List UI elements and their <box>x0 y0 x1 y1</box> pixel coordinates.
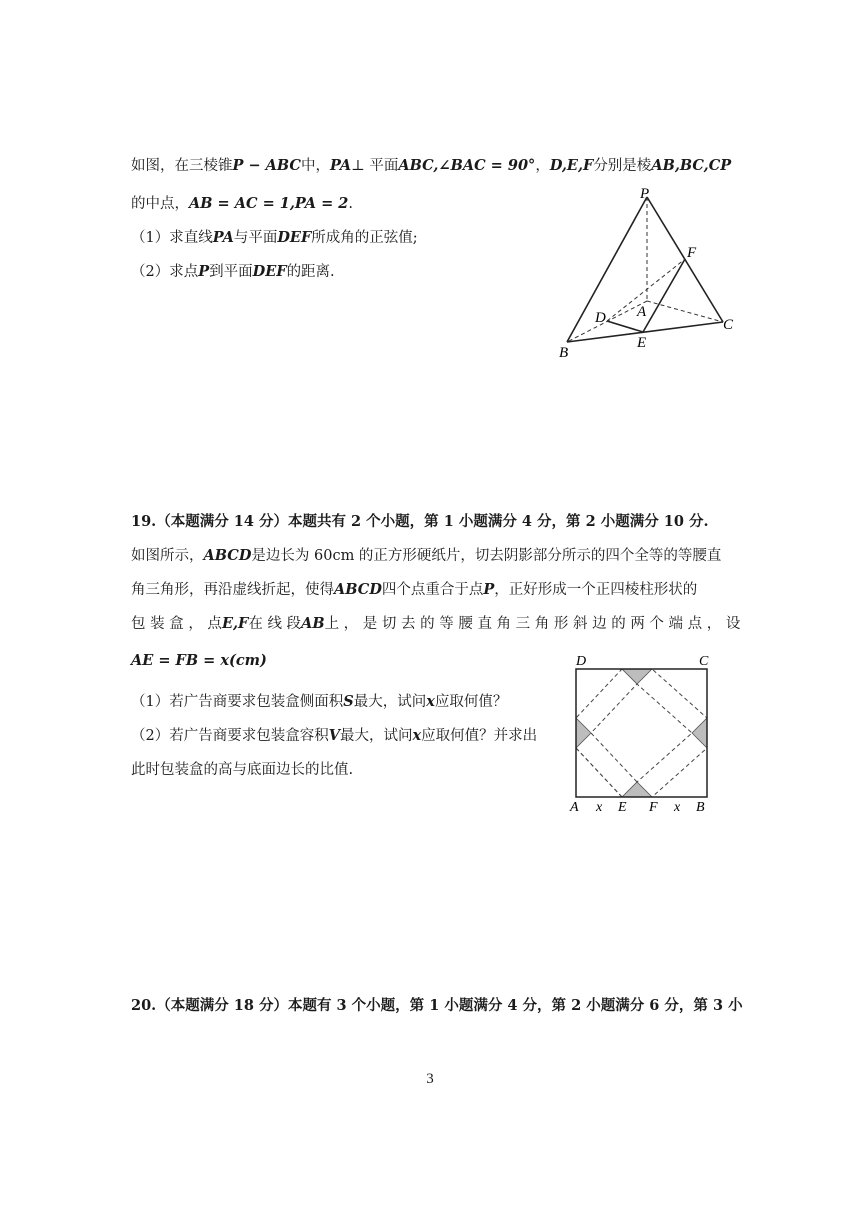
q19-para-line-2 <box>131 580 697 600</box>
label-D: D <box>595 310 606 326</box>
square-paper-figure <box>566 652 716 814</box>
math: DEF <box>277 229 312 246</box>
label-x-left: x <box>596 800 603 814</box>
q18-line-1 <box>131 156 731 176</box>
text: （2）求点 <box>131 264 199 280</box>
text: 分别是棱 <box>593 158 652 174</box>
text: 如图所示， <box>131 548 204 564</box>
math: AB,BC,CP <box>651 157 732 174</box>
label-B: B <box>696 800 705 814</box>
q19-para-line-4 <box>131 651 267 671</box>
text: 到平面 <box>209 264 253 280</box>
text: ， <box>535 158 550 174</box>
math: ABCD <box>334 581 382 598</box>
label-A: A <box>570 800 579 814</box>
text: 的距离. <box>286 264 335 280</box>
q18-line-2 <box>131 194 353 214</box>
inner-square-dashed <box>591 684 692 782</box>
math: PA <box>212 229 234 246</box>
math: S <box>343 693 354 710</box>
label-E: E <box>637 335 647 351</box>
text: 的中点， <box>131 196 189 212</box>
text: 最大，试问 <box>340 728 413 744</box>
q19-para-line-1 <box>131 546 721 566</box>
math: P − ABC <box>232 157 301 174</box>
text: 角三角形，再沿虚线折起，使得 <box>131 582 334 598</box>
text: 所成角的正弦值; <box>311 230 418 246</box>
q19-item-1 <box>131 692 507 712</box>
text: ，正好形成一个正四棱柱形状的 <box>494 582 698 598</box>
text: 最大，试问 <box>353 694 427 710</box>
shaded-triangle-right <box>692 718 707 748</box>
label-F: F <box>687 245 697 261</box>
text: ⊥ 平面 <box>351 158 399 174</box>
shaded-triangle-top <box>622 669 652 684</box>
text: 包 装 盒 ， 点 <box>131 616 222 632</box>
q19-header: 19.（本题满分 14 分）本题共有 2 个小题，第 1 小题满分 4 分，第 2 小题满分 10 分. <box>131 513 709 530</box>
q19-para-line-3 <box>131 614 740 634</box>
math: P <box>198 263 210 280</box>
fold-line <box>576 748 622 797</box>
page-number: 3 <box>426 1071 434 1087</box>
label-P: P <box>640 186 650 202</box>
q20-header: 20.（本题满分 18 分）本题有 3 个小题，第 1 小题满分 4 分，第 2 小题满分 6 分，第 3 小 <box>131 997 743 1014</box>
text: 与平面 <box>233 230 278 246</box>
label-C: C <box>723 317 734 333</box>
text: 上 ， 是 切 去 的 等 腰 直 角 三 角 形 斜 边 的 两 个 端 点 ， 设 <box>324 616 741 632</box>
edge-EF <box>643 259 685 332</box>
math: D,E,F <box>549 157 594 174</box>
math: PA <box>329 157 352 174</box>
shaded-triangle-bottom <box>622 782 652 797</box>
shaded-triangle-left <box>576 718 591 748</box>
math: x <box>412 727 422 744</box>
q19-item-2-cont: 此时包装盒的高与底面边长的比值. <box>131 762 354 778</box>
q19-item-2 <box>131 726 537 746</box>
tetrahedron-figure <box>555 185 745 365</box>
text: 四个点重合于点 <box>381 582 484 598</box>
text: 如图，在三棱锥 <box>131 158 233 174</box>
text: （2）若广告商要求包装盒容积 <box>131 728 329 744</box>
math: ABC,∠BAC = 90° <box>398 157 536 174</box>
math: AE = FB = x(cm) <box>131 652 267 669</box>
text: （1）求直线 <box>131 230 213 246</box>
text: 在 线 段 <box>248 616 302 632</box>
math: ABCD <box>203 547 252 564</box>
math: E,F <box>221 615 249 632</box>
edge-DE <box>607 321 643 332</box>
q18-item-2 <box>131 262 335 282</box>
text: 应取何值？并求出 <box>421 728 538 744</box>
label-A: A <box>637 304 647 320</box>
label-B: B <box>559 345 569 361</box>
label-x-right: x <box>674 800 681 814</box>
label-F: F <box>649 800 658 814</box>
label-D: D <box>576 654 587 669</box>
text: 中， <box>300 158 330 174</box>
q18-item-1 <box>131 228 418 248</box>
text: （1）若广告商要求包装盒侧面积 <box>131 694 344 710</box>
text: 是边长为 60cm 的正方形硬纸片，切去阴影部分所示的四个全等的等腰直 <box>251 548 722 564</box>
label-C: C <box>699 654 709 669</box>
math: V <box>328 727 340 744</box>
label-E: E <box>618 800 627 814</box>
math: AB = AC = 1,PA = 2 <box>189 195 349 212</box>
math: P <box>483 581 495 598</box>
text: . <box>348 196 353 212</box>
math: AB <box>301 615 325 632</box>
math: x <box>426 693 435 710</box>
text: 应取何值？ <box>434 694 508 710</box>
edge-PB <box>567 197 647 342</box>
math: DEF <box>252 263 287 280</box>
